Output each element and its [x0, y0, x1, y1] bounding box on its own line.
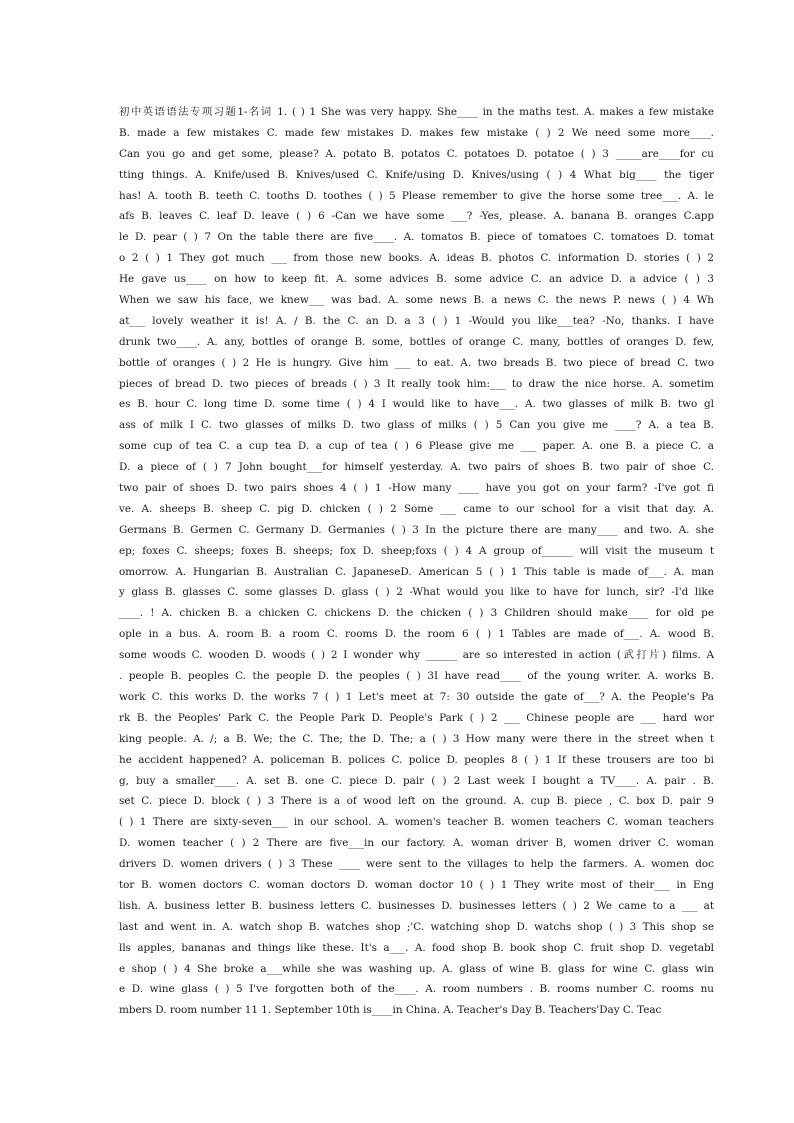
text-line: ass of milk I C. two glasses of milks D. two glass of milks ( ) 5 Can you give me ____? A. a tea B.: [119, 419, 714, 432]
text-line: D. a piece of ( ) 7 John bought___for himself yesterday. A. two pairs of shoes B. two pair of shoe C.: [119, 461, 714, 474]
text-line: B. made a few mistakes C. made few mistakes D. makes few mistake ( ) 2 We need some more____.: [119, 126, 714, 139]
text-line: some woods C. wooden D. woods ( ) 2 I wonder why ______ are so interested in action (武打片) films. A: [119, 649, 714, 662]
text-line: He gave us____ on how to keep fit. A. some advices B. some advice C. an advice D. a advice ( ) 3: [119, 273, 714, 286]
text-line: has! A. tooth B. teeth C. tooths D. toothes ( ) 5 Please remember to give the horse some tree___. A. le: [119, 189, 714, 202]
text-line: tor B. women doctors C. woman doctors D. woman doctor 10 ( ) 1 They write most of their___ in Eng: [119, 878, 714, 891]
text-line: pieces of bread D. two pieces of breads ( ) 3 It really took him:___ to draw the nice horse. A. sometim: [119, 377, 714, 390]
text-line: omorrow. A. Hungarian B. Australian C. JapaneseD. American 5 ( ) 1 This table is made of___. A. man: [119, 565, 714, 578]
text-line: drivers D. women drivers ( ) 3 These ____ were sent to the villages to help the farmers. A. women doc: [119, 858, 714, 871]
text-line: es B. hour C. long time D. some time ( ) 4 I would like to have___. A. two glasses of milk B. two gl: [119, 398, 714, 411]
text-line: Can you go and get some, please? A. potato B. potatos C. potatoes D. potatoe ( ) 3 _____are____for cu: [119, 147, 714, 160]
text-line: ep; foxes C. sheeps; foxes B. sheeps; fox D. sheep;foxs ( ) 4 A group of______ will visit the museum t: [119, 544, 714, 557]
text-line: set C. piece D. block ( ) 3 There is a of wood left on the ground. A. cup B. piece , C. box D. pair 9: [119, 795, 714, 808]
text-line: e D. wine glass ( ) 5 I've forgotten both of the____. A. room numbers . B. rooms number C. rooms nu: [119, 983, 714, 996]
text-line: at___ lovely weather it is! A. / B. the C. an D. a 3 ( ) 1 -Would you like___tea? -No, thanks. I have: [119, 314, 714, 327]
text-line: two pair of shoes D. two pairs shoes 4 ( ) 1 -How many ____ have you got on your farm? -I've got fi: [119, 482, 714, 495]
text-line: he accident happened? A. policeman B. polices C. police D. peoples 8 ( ) 1 If these trousers are too bi: [119, 753, 714, 766]
text-line: last and went in. A. watch shop B. watches shop ;'C. watching shop D. watchs shop ( ) 3 This shop se: [119, 920, 714, 933]
text-line: king people. A. /; a B. We; the C. The; the D. The; a ( ) 3 How many were there in the street when t: [119, 732, 714, 745]
text-line: tting things. A. Knife/used B. Knives/used C. Knife/using D. Knives/using ( ) 4 What big____ the tiger: [119, 168, 714, 181]
text-line: ople in a bus. A. room B. a room C. rooms D. the room 6 ( ) 1 Tables are made of___. A. wood B.: [119, 628, 714, 641]
text-line: o 2 ( ) 1 They got much ___ from those new books. A. ideas B. photos C. information D. stories ( ) 2: [119, 252, 714, 265]
text-line: lish. A. business letter B. business letters C. businesses D. businesses letters ( ) 2 We came to a ___ at: [119, 899, 714, 912]
text-line: drunk two____. A. any, bottles of orange B. some, bottles of orange C. many, bottles of oranges D. few,: [119, 335, 714, 348]
text-line: ve. A. sheeps B. sheep C. pig D. chicken ( ) 2 Some ___ came to our school for a visit that day. A.: [119, 502, 714, 515]
text-line: rk B. the Peoples' Park C. the People Park D. People's Park ( ) 2 ___ Chinese people are ___ hard wor: [119, 711, 714, 724]
text-line: afs B. leaves C. leaf D. leave ( ) 6 -Can we have some ___? -Yes, please. A. banana B. oranges C.app: [119, 210, 714, 223]
text-line: ( ) 1 There are sixty-seven___ in our school. A. women's teacher B. women teachers C. woman teachers: [119, 816, 714, 829]
text-line: . people B. peoples C. the people D. the peoples ( ) 3I have read____ of the young writer. A. works B.: [119, 670, 714, 683]
text-line: bottle of oranges ( ) 2 He is hungry. Give him ___ to eat. A. two breads B. two piece of bread C. two: [119, 356, 714, 369]
text-line: D. women teacher ( ) 2 There are five___in our factory. A. woman driver B, women driver C. woman: [119, 837, 714, 850]
text-line: lls apples, bananas and things like these. It's a___. A. food shop B. book shop C. fruit shop D. vegetabl: [119, 941, 714, 954]
text-line: work C. this works D. the works 7 ( ) 1 Let's meet at 7: 30 outside the gate of___? A. the People's Pa: [119, 690, 714, 703]
text-line: ____. ! A. chicken B. a chicken C. chickens D. the chicken ( ) 3 Children should make____ for old pe: [119, 607, 714, 620]
text-line: y glass B. glasses C. some glasses D. glass ( ) 2 -What would you like to have for lunch, sir? -I'd like: [119, 586, 714, 599]
text-line: g, buy a smaller____. A. set B. one C. piece D. pair ( ) 2 Last week I bought a TV____. A. pair . B.: [119, 774, 714, 787]
text-line: le D. pear ( ) 7 On the table there are five____. A. tomatos B. piece of tomatoes C. tomatoes D. tomat: [119, 231, 714, 244]
text-line: mbers D. room number 11 1. September 10th is____in China. A. Teacher's Day B. Teachers'Day C. Teac: [119, 1004, 662, 1017]
text-line: When we saw his face, we knew___ was bad. A. some news B. a news C. the news P. news ( ) 4 Wh: [119, 294, 714, 307]
text-line: Germans B. Germen C. Germany D. Germanies ( ) 3 In the picture there are many____ and two. A. she: [119, 523, 714, 536]
text-line: 初中英语语法专项习题1-名词 1. ( ) 1 She was very happy. She____ in the maths test. A. makes a few mistake: [119, 106, 714, 118]
text-line: e shop ( ) 4 She broke a___while she was washing up. A. glass of wine B. glass for wine C. glass win: [119, 962, 714, 975]
exercise-text-block: [119, 102, 714, 1021]
text-line: some cup of tea C. a cup tea D. a cup of tea ( ) 6 Please give me ___ paper. A. one B. a piece C. a: [119, 440, 714, 453]
